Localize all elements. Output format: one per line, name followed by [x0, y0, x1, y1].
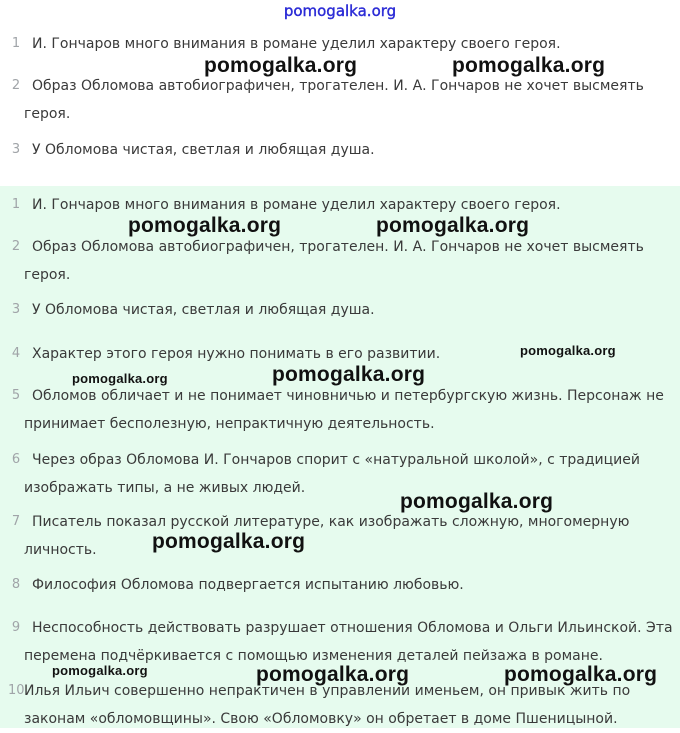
- item-number: 8: [11, 577, 21, 592]
- item-text: Илья Ильич совершенно непрактичен в управлении именьем, он привык жить по: [24, 683, 631, 699]
- item-number: 2: [11, 239, 21, 254]
- list-item: [0, 233, 680, 289]
- item-text-continued: героя.: [24, 106, 71, 122]
- item-number: 6: [11, 452, 21, 467]
- item-text-continued: перемена подчёркивается с помощью изменения деталей пейзажа в романе.: [24, 648, 603, 664]
- watermark: pomogalka.org: [52, 663, 148, 678]
- list-item: [0, 72, 680, 128]
- watermark: pomogalka.org: [400, 490, 554, 513]
- watermark: pomogalka.org: [72, 371, 168, 386]
- item-number: 9: [11, 620, 21, 635]
- item-text: Обломов обличает и не понимает чиновничью и петербургскую жизнь. Персонаж не: [32, 388, 664, 404]
- item-text-continued: законам «обломовщины». Свою «Обломовку» он обретает в доме Пшеницыной.: [24, 711, 618, 727]
- item-text: Образ Обломова автобиографичен, трогателен. И. А. Гончаров не хочет высмеять: [32, 78, 644, 94]
- item-text-continued: личность.: [24, 542, 97, 558]
- item-text: У Обломова чистая, светлая и любящая душа.: [32, 302, 375, 318]
- list-item: [0, 382, 680, 438]
- item-text: Философия Обломова подвергается испытанию любовью.: [32, 577, 464, 593]
- item-text: У Обломова чистая, светлая и любящая душа.: [32, 142, 375, 158]
- watermark: pomogalka.org: [256, 663, 410, 686]
- list-item: [0, 446, 680, 502]
- item-number: 10: [8, 683, 25, 698]
- item-text: Неспособность действовать разрушает отношения Обломова и Ольги Ильинской. Эта: [32, 620, 673, 636]
- item-number: 7: [11, 514, 21, 529]
- watermark: pomogalka.org: [128, 214, 282, 237]
- item-text-continued: героя.: [24, 267, 71, 283]
- list-item: [0, 296, 680, 324]
- watermark: pomogalka.org: [452, 54, 606, 77]
- item-text-continued: изображать типы, а не живых людей.: [24, 480, 306, 496]
- watermark: pomogalka.org: [204, 54, 358, 77]
- list-item: [0, 508, 680, 564]
- item-text-continued: принимает бесполезную, непрактичную деятельность.: [24, 416, 435, 432]
- item-number: 3: [11, 302, 21, 317]
- list-item: [0, 571, 680, 599]
- list-item: [0, 136, 680, 164]
- list-item: [0, 191, 680, 219]
- item-number: 2: [11, 78, 21, 93]
- item-number: 3: [11, 142, 21, 157]
- item-text: Характер этого героя нужно понимать в его развитии.: [32, 346, 441, 362]
- item-number: 1: [11, 197, 21, 212]
- watermark: pomogalka.org: [504, 663, 658, 686]
- item-text: Писатель показал русской литературе, как изображать сложную, многомерную: [32, 514, 630, 530]
- item-text: Через образ Обломова И. Гончаров спорит с «натуральной школой», с традицией: [32, 452, 640, 468]
- watermark: pomogalka.org: [152, 530, 306, 553]
- item-text: Образ Обломова автобиографичен, трогателен. И. А. Гончаров не хочет высмеять: [32, 239, 644, 255]
- item-number: 1: [11, 36, 21, 51]
- item-number: 5: [11, 388, 21, 403]
- item-text: И. Гончаров много внимания в романе уделил характеру своего героя.: [32, 36, 561, 52]
- watermark: pomogalka.org: [376, 214, 530, 237]
- list-item: [0, 614, 680, 670]
- watermark: pomogalka.org: [272, 363, 426, 386]
- watermark: pomogalka.org: [520, 343, 616, 358]
- header-watermark: pomogalka.org: [283, 2, 397, 20]
- item-number: 4: [11, 346, 21, 361]
- item-text: И. Гончаров много внимания в романе уделил характеру своего героя.: [32, 197, 561, 213]
